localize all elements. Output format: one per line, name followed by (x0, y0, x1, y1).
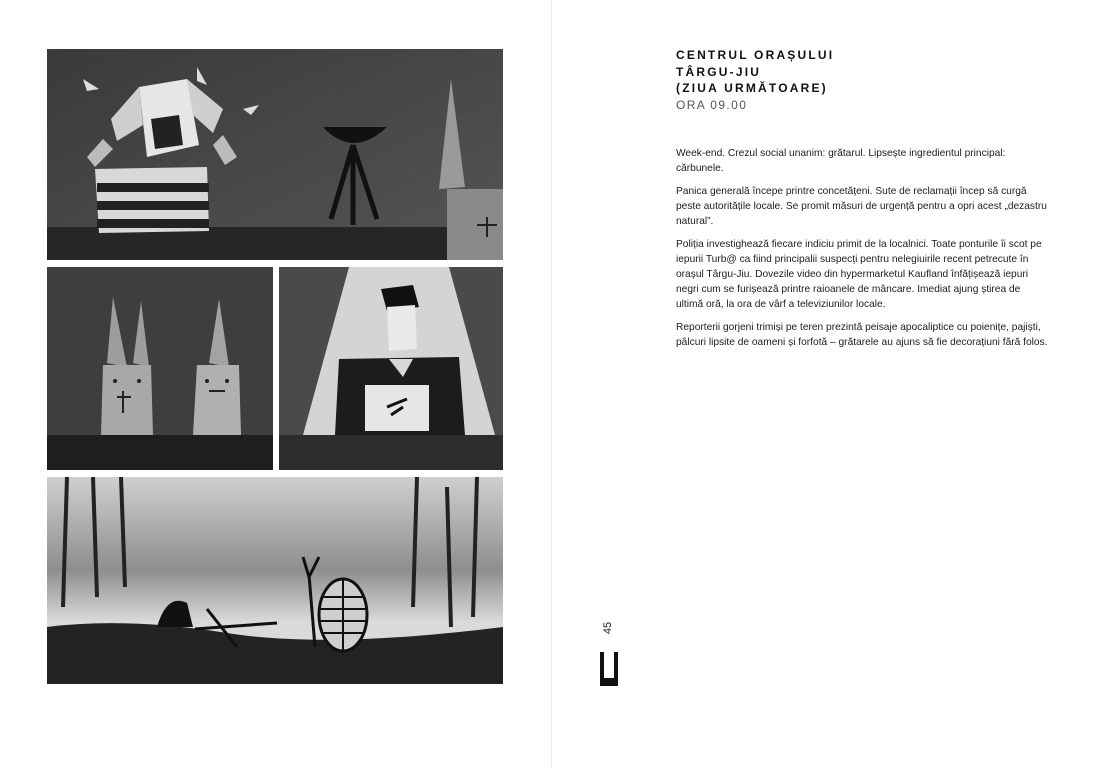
paragraph: Reporterii gorjeni trimiși pe teren prezintă peisaje apocaliptice cu poienițe, pajiști, pâlcuri lipsite de oameni și forfotă – grătarele au ajuns să fie decorațiuni fără folos. (676, 322, 1048, 348)
panel-illustration (279, 267, 503, 470)
page-number: 45 (602, 621, 614, 635)
comic-panel-news-anchor (279, 267, 503, 470)
heading-time: ORA 09.00 (676, 97, 748, 112)
grill-grate (319, 579, 367, 651)
panel-illustration (47, 49, 503, 260)
page-fold (551, 0, 552, 768)
scene-heading (676, 47, 1036, 114)
panel-illustration (47, 477, 503, 684)
panel-illustration (47, 267, 273, 470)
paragraph: Poliția investighează fiecare indiciu primit de la localnici. Toate ponturile îi scot pe iepurii Turb@ ca fiind principalii suspecți pentru nelegiuirile recent petrecute în orașul Târgu-Jiu. Dovezile video din hypermarketul Kaufland înfățișează iepuri negri cum se furișează printre raioanele de mâncare. Imediat ajung știrea de ultimă oră, la ora de vârf a televiziunilor locale. (676, 239, 1042, 310)
comic-panel-screaming-figure-and-grill (47, 49, 503, 260)
heading-day: (ZIUA URMĂTOARE) (676, 81, 828, 95)
comic-panel-empty-landscape-grill (47, 477, 503, 684)
comic-panel-two-rabbits (47, 267, 273, 470)
body-text (676, 146, 1048, 358)
paragraph: Week-end. Crezul social unanim: grătarul. Lipsește ingredientul principal: cărbunele. (676, 148, 1006, 174)
paragraph: Panica generală începe printre concetățeni. Sute de reclamații încep să curgă peste autoritățile locale. Se promit măsuri de urgență pentru a opri acest „dezastru natural”. (676, 186, 1047, 227)
heading-city: TÂRGU-JIU (676, 64, 762, 79)
heading-location: CENTRUL ORAȘULUI (676, 48, 835, 62)
page-marker-icon (600, 652, 618, 686)
